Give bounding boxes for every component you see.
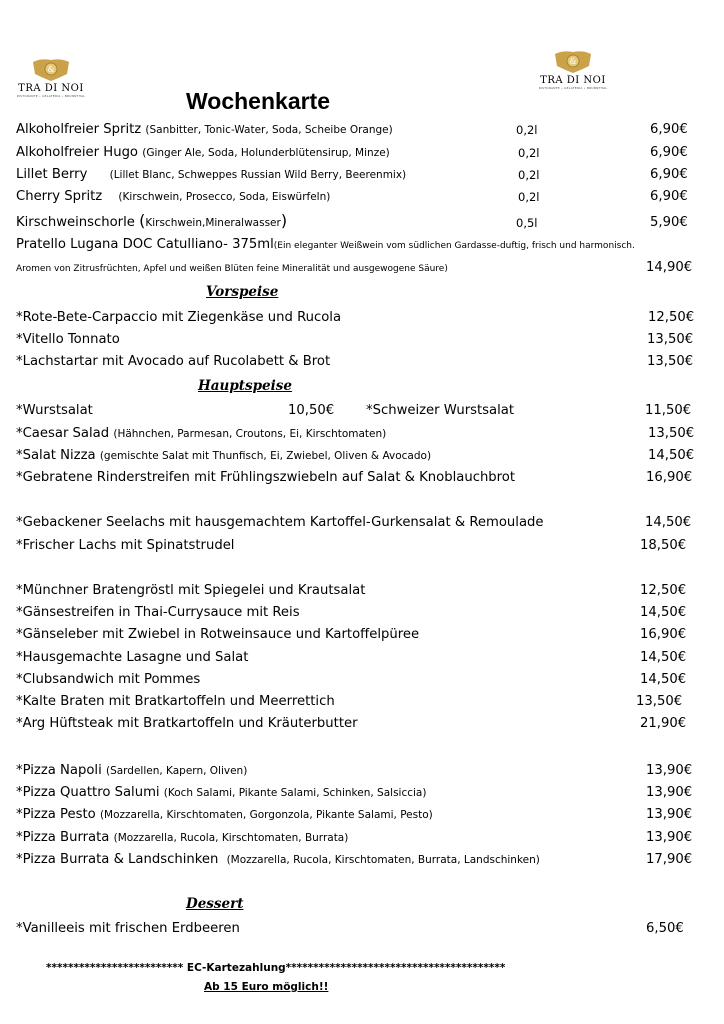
item-price: 14,50€: [640, 650, 687, 665]
item-name: Alkoholfreier Spritz: [16, 122, 142, 137]
item-size: 0,2l: [518, 190, 540, 204]
menu-item: *Münchner Bratengröstl mit Spiegelei und Krautsalat: [16, 583, 366, 598]
item-price: 5,90€: [650, 215, 688, 230]
item-price: 13,90€: [646, 830, 693, 845]
menu-item: *Frischer Lachs mit Spinatstrudel: [16, 538, 235, 553]
menu-item: [16, 188, 330, 206]
item-price: 14,90€: [646, 260, 693, 275]
item-price: 14,50€: [648, 448, 695, 463]
item-price: 10,50€: [288, 403, 335, 418]
menu-item: [16, 806, 433, 824]
svg-text:&: &: [569, 57, 577, 66]
item-price: 6,90€: [650, 145, 688, 160]
item-price: 13,90€: [646, 785, 693, 800]
brand-name: TRA DI NOI: [540, 75, 606, 86]
item-price: 13,50€: [648, 426, 695, 441]
item-name: Cherry Spritz: [16, 189, 103, 204]
item-price: 13,90€: [646, 807, 693, 822]
item-name: *Salat Nizza: [16, 448, 96, 463]
item-price: 14,50€: [645, 515, 692, 530]
menu-item: *Clubsandwich mit Pommes: [16, 672, 201, 687]
wine-item: [16, 236, 635, 255]
item-name: Alkoholfreier Hugo: [16, 145, 139, 160]
item-details: (Mozzarella, Kirschtomaten, Gorgonzola, Pikante Salami, Pesto): [99, 809, 433, 821]
item-details: (Mozzarella, Rucola, Kirschtomaten, Burrata): [113, 832, 349, 844]
item-price: 18,50€: [640, 538, 687, 553]
crest-icon: [31, 56, 71, 82]
item-name: *Pizza Burrata: [16, 830, 110, 845]
menu-item: [16, 829, 348, 847]
payment-minimum: Ab 15 Euro möglich!!: [204, 981, 329, 993]
item-size: 0,2l: [516, 123, 538, 137]
item-name: *Pizza Pesto: [16, 807, 96, 822]
menu-item: [16, 121, 393, 139]
item-size: 0,5l: [516, 216, 538, 230]
item-details: (Sardellen, Kapern, Oliven): [105, 765, 248, 777]
item-price: 16,90€: [646, 470, 693, 485]
item-details: (Ginger Ale, Soda, Holunderblütensirup, Minze): [142, 147, 390, 159]
menu-item: Kirschweinschorle (Kirschwein,Mineralwasser): [16, 211, 288, 230]
menu-item: *Gänsestreifen in Thai-Currysauce mit Reis: [16, 605, 300, 620]
item-details: (gemischte Salat mit Thunfisch, Ei, Zwiebel, Oliven & Avocado): [99, 450, 432, 462]
menu-item: *Schweizer Wurstsalat: [366, 403, 515, 418]
menu-item: *Arg Hüftsteak mit Bratkartoffeln und Kräuterbutter: [16, 716, 358, 731]
item-price: 14,50€: [640, 605, 687, 620]
item-name: *Caesar Salad: [16, 426, 110, 441]
item-details: (Koch Salami, Pikante Salami, Schinken, Salsiccia): [163, 787, 427, 799]
svg-text:&: &: [47, 65, 55, 74]
item-name: Lillet Berry: [16, 167, 88, 182]
item-details: (Ein eleganter Weißwein vom südlichen Gardasse-duftig, frisch und harmonisch.: [273, 241, 635, 251]
brand-subtitle: RISTORANTE • GELATERIA • BRUNNTHAL: [538, 86, 608, 90]
item-price: 13,50€: [647, 332, 694, 347]
item-price: 14,50€: [640, 672, 687, 687]
section-heading-starter: Vorspeise: [206, 284, 279, 300]
menu-item: *Rote-Bete-Carpaccio mit Ziegenkäse und Rucola: [16, 310, 342, 325]
brand-name: TRA DI NOI: [18, 83, 84, 94]
menu-item: [16, 144, 390, 162]
item-price: 11,50€: [645, 403, 692, 418]
payment-note: ************************* EC-Kartezahlung****************************************: [46, 962, 506, 974]
item-details: (Mozzarella, Rucola, Kirschtomaten, Burrata, Landschinken): [226, 854, 540, 866]
item-price: 16,90€: [640, 627, 687, 642]
item-price: 6,90€: [650, 167, 688, 182]
menu-item: *Hausgemachte Lasagne und Salat: [16, 650, 249, 665]
menu-item: *Gebratene Rinderstreifen mit Frühlingszwiebeln auf Salat & Knoblauchbrot: [16, 470, 516, 485]
item-price: 6,90€: [650, 189, 688, 204]
brand-subtitle: RISTORANTE • GELATERIA • BRUNNTHAL: [16, 94, 86, 98]
menu-item: [16, 851, 540, 869]
item-name: *Pizza Napoli: [16, 763, 102, 778]
wine-details: Aromen von Zitrusfrüchten, Apfel und weißen Blüten feine Mineralität und ausgewogene Säure): [16, 264, 448, 274]
brand-logo-left: [6, 56, 96, 98]
item-price: 17,90€: [646, 852, 693, 867]
section-heading-dessert: Dessert: [186, 896, 244, 912]
item-price: 13,90€: [646, 763, 693, 778]
menu-item: [16, 447, 431, 465]
item-price: 6,50€: [646, 921, 684, 936]
menu-item: [16, 425, 386, 443]
menu-item: *Vitello Tonnato: [16, 332, 120, 347]
item-details: (Lillet Blanc, Schweppes Russian Wild Berry, Beerenmix): [109, 169, 407, 181]
menu-item: [16, 784, 426, 802]
brand-logo-right: [528, 48, 618, 90]
item-price: 12,50€: [640, 583, 687, 598]
item-details: Kirschwein,Mineralwasser: [145, 217, 281, 229]
item-details: (Sanbitter, Tonic-Water, Soda, Scheibe Orange): [145, 124, 393, 136]
item-price: 6,90€: [650, 122, 688, 137]
menu-item: *Vanilleeis mit frischen Erdbeeren: [16, 921, 240, 936]
menu-item: *Lachstartar mit Avocado auf Rucolabett & Brot: [16, 354, 331, 369]
item-name: Kirschweinschorle: [16, 215, 135, 230]
section-heading-main: Hauptspeise: [198, 378, 292, 394]
page-title: Wochenkarte: [186, 88, 331, 114]
menu-item: *Gänseleber mit Zwiebel in Rotweinsauce und Kartoffelpüree: [16, 627, 420, 642]
crest-icon: [553, 48, 593, 74]
item-details: (Kirschwein, Prosecco, Soda, Eiswürfeln): [118, 191, 331, 203]
menu-item: *Gebackener Seelachs mit hausgemachtem Kartoffel-Gurkensalat & Remoulade: [16, 515, 544, 530]
menu-item: *Wurstsalat: [16, 403, 93, 418]
menu-item: [16, 762, 247, 780]
item-price: 12,50€: [648, 310, 695, 325]
item-name: *Pizza Burrata & Landschinken: [16, 852, 219, 867]
item-name: *Pizza Quattro Salumi: [16, 785, 160, 800]
item-price: 13,50€: [636, 694, 683, 709]
item-details: (Hähnchen, Parmesan, Croutons, Ei, Kirschtomaten): [113, 428, 387, 440]
item-price: 13,50€: [647, 354, 694, 369]
item-size: 0,2l: [518, 146, 540, 160]
menu-item: *Kalte Braten mit Bratkartoffeln und Meerrettich: [16, 694, 335, 709]
item-price: 21,90€: [640, 716, 687, 731]
menu-item: [16, 166, 406, 184]
item-name: Pratello Lugana DOC Catulliano- 375ml: [16, 237, 274, 252]
item-size: 0,2l: [518, 168, 540, 182]
